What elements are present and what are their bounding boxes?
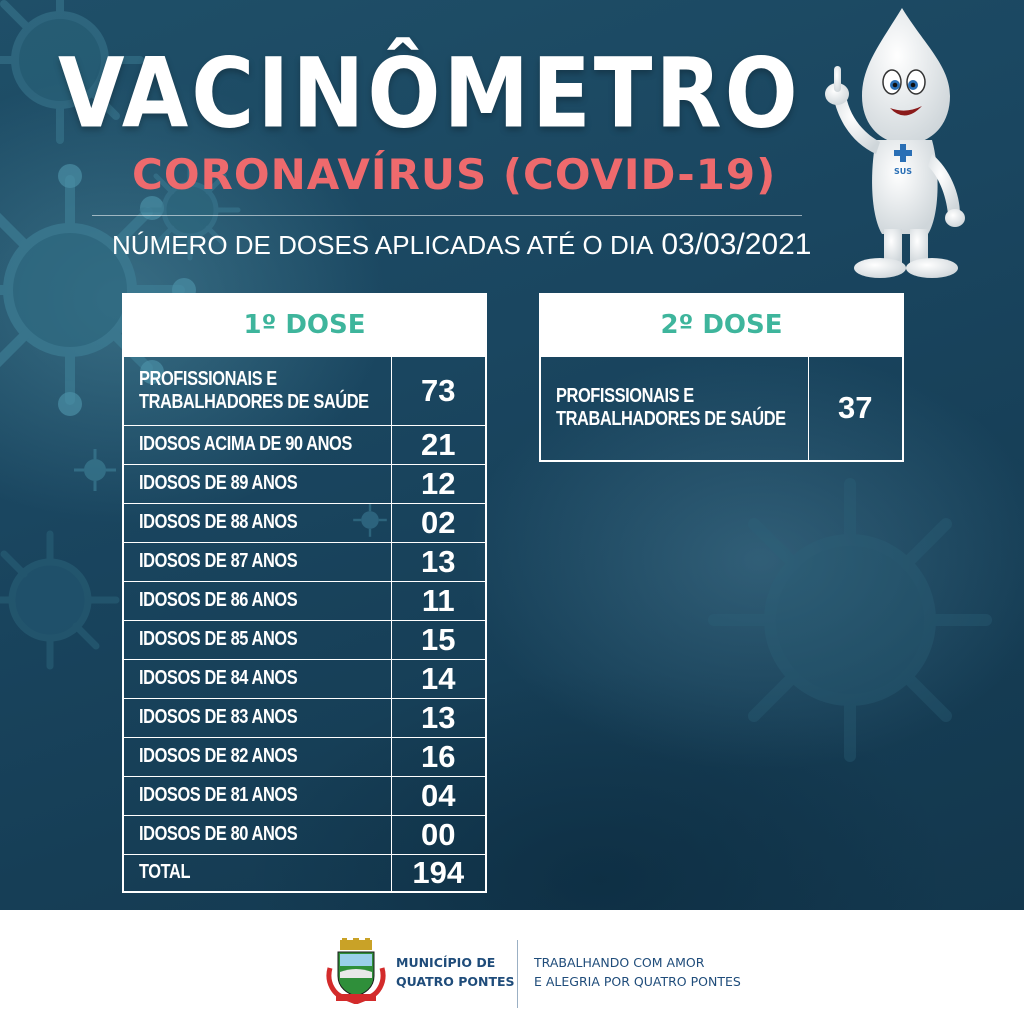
row-label xyxy=(123,581,391,620)
row-value: 14 xyxy=(391,659,486,698)
row-value: 00 xyxy=(391,815,486,854)
row-label-text: IDOSOS DE 89 ANOS xyxy=(139,472,298,494)
row-value: 13 xyxy=(391,698,486,737)
table-row xyxy=(123,542,486,581)
row-label xyxy=(123,503,391,542)
row-label xyxy=(123,737,391,776)
total-value: 194 xyxy=(391,854,486,892)
row-label xyxy=(123,356,391,425)
page-title: VACINÔMETRO xyxy=(58,38,801,150)
total-row xyxy=(123,854,486,892)
row-value: 73 xyxy=(391,356,486,425)
row-label xyxy=(123,776,391,815)
table-row xyxy=(123,620,486,659)
row-value: 37 xyxy=(808,356,903,461)
row-value: 02 xyxy=(391,503,486,542)
table-row xyxy=(123,464,486,503)
row-label-text: IDOSOS DE 88 ANOS xyxy=(139,511,298,533)
row-label-text: IDOSOS DE 86 ANOS xyxy=(139,589,298,611)
total-label-text: TOTAL xyxy=(139,861,191,884)
second-dose-table xyxy=(539,293,904,462)
table-row xyxy=(123,503,486,542)
municipality-line: MUNICÍPIO DE xyxy=(396,955,496,970)
municipality-line: QUATRO PONTES xyxy=(396,974,515,989)
slogan-line: TRABALHANDO COM AMOR xyxy=(534,955,705,970)
footer-divider xyxy=(517,940,518,1008)
row-label xyxy=(123,698,391,737)
row-label-text: IDOSOS DE 83 ANOS xyxy=(139,706,298,728)
table-row xyxy=(123,737,486,776)
table-row xyxy=(123,425,486,464)
row-label-line: PROFISSIONAIS E xyxy=(139,367,277,390)
row-value: 16 xyxy=(391,737,486,776)
row-label-text: IDOSOS DE 84 ANOS xyxy=(139,667,298,689)
table-row xyxy=(123,659,486,698)
mascot-badge-text: SUS xyxy=(893,167,913,176)
municipality-crest-icon xyxy=(326,938,386,1004)
row-label-text: IDOSOS ACIMA DE 90 ANOS xyxy=(139,433,352,455)
mascot-drop-icon xyxy=(810,4,985,284)
row-label-line: PROFISSIONAIS E xyxy=(556,385,694,408)
row-value: 12 xyxy=(391,464,486,503)
row-value: 21 xyxy=(391,425,486,464)
row-label-text: IDOSOS DE 80 ANOS xyxy=(139,823,298,845)
row-label xyxy=(123,815,391,854)
second-dose-heading: 2º DOSE xyxy=(540,294,903,356)
first-dose-heading: 1º DOSE xyxy=(123,294,486,356)
row-label-text: IDOSOS DE 87 ANOS xyxy=(139,550,298,572)
row-label xyxy=(123,542,391,581)
table-row xyxy=(123,356,486,425)
table-row xyxy=(123,698,486,737)
footer-slogan xyxy=(534,953,741,991)
virus-decoration-icon xyxy=(0,520,130,680)
row-label xyxy=(540,356,808,461)
row-label xyxy=(123,659,391,698)
row-label-text: IDOSOS DE 82 ANOS xyxy=(139,745,298,767)
virus-decoration-icon xyxy=(70,445,120,495)
first-dose-table xyxy=(122,293,487,893)
doses-caption-text: NÚMERO DE DOSES APLICADAS ATÉ O DIA xyxy=(112,230,654,260)
virus-decoration-icon xyxy=(690,460,1010,780)
doses-caption xyxy=(112,228,811,262)
doses-date: 03/03/2021 xyxy=(661,228,812,261)
row-label xyxy=(123,620,391,659)
slogan-line: E ALEGRIA POR QUATRO PONTES xyxy=(534,974,741,989)
page-subtitle: CORONAVÍRUS (COVID-19) xyxy=(132,150,777,199)
header-divider xyxy=(92,215,802,216)
row-label-line: TRABALHADORES DE SAÚDE xyxy=(556,408,786,431)
table-row xyxy=(123,815,486,854)
table-row xyxy=(123,581,486,620)
row-label xyxy=(123,425,391,464)
row-label-text: IDOSOS DE 85 ANOS xyxy=(139,628,298,650)
row-value: 15 xyxy=(391,620,486,659)
municipality-name xyxy=(396,953,515,991)
table-row xyxy=(123,776,486,815)
row-value: 11 xyxy=(391,581,486,620)
total-label xyxy=(123,854,391,892)
row-label-text: IDOSOS DE 81 ANOS xyxy=(139,784,298,806)
row-value: 04 xyxy=(391,776,486,815)
row-value: 13 xyxy=(391,542,486,581)
row-label xyxy=(123,464,391,503)
row-label-line: TRABALHADORES DE SAÚDE xyxy=(139,390,369,413)
table-row xyxy=(540,356,903,461)
